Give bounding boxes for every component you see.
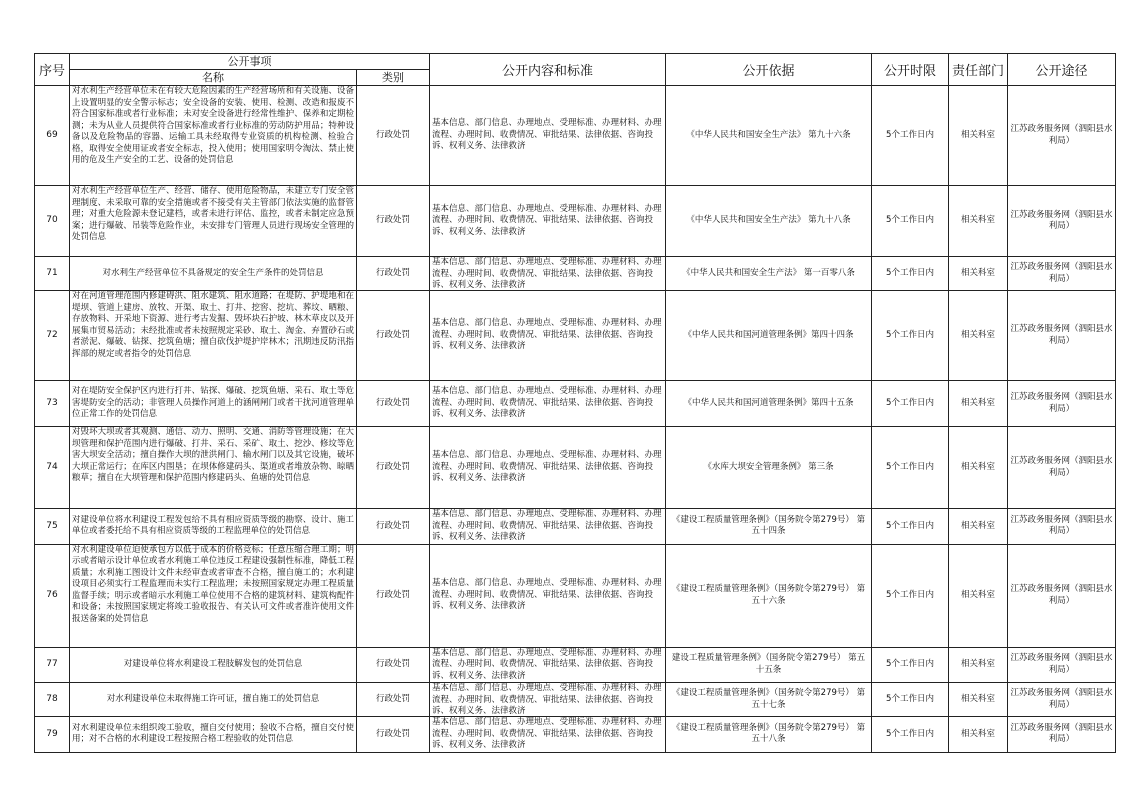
header-item: 公开事项 <box>70 54 430 70</box>
row-time: 5个工作日内 <box>872 544 949 647</box>
row-basis: 《建设工程质量管理条例》（国务院令第279号） 第五十八条 <box>666 717 872 753</box>
header-way: 公开途径 <box>1008 54 1116 86</box>
row-time: 5个工作日内 <box>872 717 949 753</box>
row-name-text: 对在堤防安全保护区内进行打井、钻探、爆破、挖筑鱼塘、采石、取土等危害堤防安全的活动；非管理人员操作河道上的涵闸闸门或者干扰河道管理单位正常工作的处罚信息 <box>72 386 354 420</box>
table-row <box>35 186 1116 257</box>
header-content: 公开内容和标准 <box>430 54 666 86</box>
row-name-text: 对水利生产经营单位未在有较大危险因素的生产经营场所和有关设施、设备上设置明显的安全警示标志；安全设备的安装、使用、检测、改造和报废不符合国家标准或者行业标准；未对安全设备进行经常性维护、保养和定期检测；未为从业人员提供符合国家标准或者行业标准的劳动防护用品；特种设备以及危险物品的容器、运输工具未经取得专业资质的机构检测、检验合格，取得安全使用证或者安全标志，投入使用；使用国家明令淘汰、禁止使用的危及生产安全的工艺、设备的处罚信息 <box>72 86 354 165</box>
row-dept: 相关科室 <box>949 86 1008 186</box>
row-name-text: 对水利建设单位迫使承包方以低于成本的价格竞标；任意压缩合理工期；明示或者暗示设计单位或者水利施工单位违反工程建设强制性标准，降低工程质量；水利施工图设计文件未经审查或者审查不合格，擅自施工的；水利建设项目必须实行工程监理而未实行工程监理；未按照国家规定办理工程质量监督手续；明示或者暗示水利施工单位使用不合格的建筑材料、建筑构配件和设备；未按照国家规定将竣工验收报告、有关认可文件或者准许使用文件报送备案的处罚信息 <box>72 544 354 624</box>
row-category: 行政处罚 <box>357 683 430 717</box>
row-name <box>70 717 357 753</box>
row-dept: 相关科室 <box>949 291 1008 381</box>
table-row <box>35 427 1116 509</box>
row-content: 基本信息、部门信息、办理地点、受理标准、办理材料、办理流程、办理时间、收费情况、审批结果、法律依据、咨询投诉、权利义务、法律救济 <box>430 544 666 647</box>
row-no: 78 <box>35 683 70 717</box>
row-category: 行政处罚 <box>357 509 430 545</box>
row-name-text: 对建设单位将水利建设工程发包给不具有相应资质等级的勘察、设计、施工单位或者委托给不具有相应资质等级的工程监理单位的处罚信息 <box>72 514 354 537</box>
row-time: 5个工作日内 <box>872 381 949 427</box>
table-row <box>35 509 1116 545</box>
row-basis: 《中华人民共和国河道管理条例》第四十四条 <box>666 291 872 381</box>
row-name-text: 对毁坏大坝或者其观测、通信、动力、照明、交通、消防等管理设施；在大坝管理和保护范围内进行爆破、打井、采石、采矿、取土、挖沙、修坟等危害大坝安全活动；擅自操作大坝的泄洪闸门、输水闸门以及其它设施，破坏大坝正常运行；在库区内围垦；在坝体修建码头、渠道或者堆放杂物、晾晒粮草；擅自在大坝管理和保护范围内修建码头、鱼塘的处罚信息 <box>72 427 354 483</box>
row-name <box>70 291 357 381</box>
row-time: 5个工作日内 <box>872 291 949 381</box>
row-dept: 相关科室 <box>949 683 1008 717</box>
table-row <box>35 647 1116 683</box>
row-name <box>70 381 357 427</box>
row-name-text: 对水利生产经营单位不具备规定的安全生产条件的处罚信息 <box>102 267 324 278</box>
row-category: 行政处罚 <box>357 86 430 186</box>
table-row <box>35 257 1116 291</box>
row-time: 5个工作日内 <box>872 683 949 717</box>
row-content: 基本信息、部门信息、办理地点、受理标准、办理材料、办理流程、办理时间、收费情况、审批结果、法律依据、咨询投诉、权利义务、法律救济 <box>430 186 666 257</box>
row-content-text: 基本信息、部门信息、办理地点、受理标准、办理材料、办理流程、办理时间、收费情况、审批结果、法律依据、咨询投诉、权利义务、法律救济 <box>432 683 662 716</box>
header-time: 公开时限 <box>872 54 949 86</box>
row-basis: 《建设工程质量管理条例》（国务院令第279号） 第五十六条 <box>666 544 872 647</box>
row-category: 行政处罚 <box>357 186 430 257</box>
row-way: 江苏政务服务网（泗阳县水利局） <box>1008 683 1116 717</box>
row-no: 71 <box>35 257 70 291</box>
row-name: 对建设单位将水利建设工程肢解发包的处罚信息 <box>70 647 357 683</box>
row-time: 5个工作日内 <box>872 509 949 545</box>
row-name <box>70 257 357 291</box>
row-no: 75 <box>35 509 70 545</box>
row-basis: 《中华人民共和国安全生产法》 第一百零八条 <box>666 257 872 291</box>
table-row <box>35 86 1116 186</box>
row-content <box>430 683 666 717</box>
row-basis: 《建设工程质量管理条例》（国务院令第279号） 第五十四条 <box>666 509 872 545</box>
row-time: 5个工作日内 <box>872 186 949 257</box>
row-category: 行政处罚 <box>357 544 430 647</box>
row-content-text: 基本信息、部门信息、办理地点、受理标准、办理材料、办理流程、办理时间、收费情况、审批结果、法律依据、咨询投诉、权利义务、法律救济 <box>432 647 662 681</box>
row-name <box>70 186 357 257</box>
row-basis: 《中华人民共和国安全生产法》 第九十八条 <box>666 186 872 257</box>
header-dept: 责任部门 <box>949 54 1008 86</box>
row-name <box>70 509 357 545</box>
header-category: 类别 <box>357 70 430 86</box>
row-name: 对水利建设单位未取得施工许可证，擅自施工的处罚信息 <box>70 683 357 717</box>
table-row <box>35 291 1116 381</box>
row-dept: 相关科室 <box>949 647 1008 683</box>
row-content-text: 基本信息、部门信息、办理地点、受理标准、办理材料、办理流程、办理时间、收费情况、审批结果、法律依据、咨询投诉、权利义务、法律救济 <box>432 257 662 290</box>
row-way: 江苏政务服务网（泗阳县水利局） <box>1008 186 1116 257</box>
row-no: 77 <box>35 647 70 683</box>
table-row <box>35 683 1116 717</box>
table-row <box>35 717 1116 753</box>
row-way: 江苏政务服务网（泗阳县水利局） <box>1008 86 1116 186</box>
row-basis: 建设工程质量管理条例》（国务院令第279号） 第五十五条 <box>666 647 872 683</box>
row-way: 江苏政务服务网（泗阳县水利局） <box>1008 717 1116 753</box>
row-content: 基本信息、部门信息、办理地点、受理标准、办理材料、办理流程、办理时间、收费情况、审批结果、法律依据、咨询投诉、权利义务、法律救济 <box>430 427 666 509</box>
row-time: 5个工作日内 <box>872 257 949 291</box>
table-row <box>35 381 1116 427</box>
row-way: 江苏政务服务网（泗阳县水利局） <box>1008 381 1116 427</box>
row-basis: 《建设工程质量管理条例》（国务院令第279号） 第五十七条 <box>666 683 872 717</box>
row-content-text: 基本信息、部门信息、办理地点、受理标准、办理材料、办理流程、办理时间、收费情况、审批结果、法律依据、咨询投诉、权利义务、法律救济 <box>432 717 662 750</box>
row-category: 行政处罚 <box>357 717 430 753</box>
row-name-text: 对在河道管理范围内修建碍洪、阻水建筑、阻水道路；在堤防、护堤地和在堤坝、管道上建房、放牧、开渠、取土、打井、挖窖、挖坑、葬坟、晒粮、存放物料、开采地下资源、进行考古发掘、毁坏块石护坡、林木草皮以及开展集市贸易活动；未经批准或者未按照规定采砂、取土、淘金、弃置砂石或者淤泥、爆破、钻探、挖筑鱼塘；擅自砍伐护堤护岸林木；汛期违反防汛指挥部的规定或者指令的处罚信息 <box>72 291 354 359</box>
row-content <box>430 717 666 753</box>
row-content: 基本信息、部门信息、办理地点、受理标准、办理材料、办理流程、办理时间、收费情况、审批结果、法律依据、咨询投诉、权利义务、法律救济 <box>430 291 666 381</box>
row-dept: 相关科室 <box>949 509 1008 545</box>
row-way: 江苏政务服务网（泗阳县水利局） <box>1008 291 1116 381</box>
row-category: 行政处罚 <box>357 381 430 427</box>
row-dept: 相关科室 <box>949 427 1008 509</box>
row-way: 江苏政务服务网（泗阳县水利局） <box>1008 509 1116 545</box>
row-content-text: 基本信息、部门信息、办理地点、受理标准、办理材料、办理流程、办理时间、收费情况、审批结果、法律依据、咨询投诉、权利义务、法律救济 <box>432 509 662 542</box>
row-basis: 《中华人民共和国河道管理条例》第四十五条 <box>666 381 872 427</box>
row-no: 70 <box>35 186 70 257</box>
row-time: 5个工作日内 <box>872 647 949 683</box>
table-row <box>35 544 1116 647</box>
disclosure-table <box>34 53 1116 753</box>
row-name <box>70 427 357 509</box>
row-dept: 相关科室 <box>949 717 1008 753</box>
row-no: 74 <box>35 427 70 509</box>
row-name-text: 对水利生产经营单位生产、经营、储存、使用危险物品，未建立专门安全管理制度、未采取可靠的安全措施或者不接受有关主管部门依法实施的监督管理；对重大危险源未登记建档，或者未进行评估、监控，或者未制定应急预案；进行爆破、吊装等危险作业，未安排专门管理人员进行现场安全管理的处罚信息 <box>72 186 354 242</box>
row-content <box>430 257 666 291</box>
row-no: 79 <box>35 717 70 753</box>
row-category: 行政处罚 <box>357 291 430 381</box>
row-time: 5个工作日内 <box>872 427 949 509</box>
row-basis: 《水库大坝安全管理条例》 第三条 <box>666 427 872 509</box>
row-basis: 《中华人民共和国安全生产法》 第九十六条 <box>666 86 872 186</box>
row-content <box>430 509 666 545</box>
row-time: 5个工作日内 <box>872 86 949 186</box>
row-category: 行政处罚 <box>357 257 430 291</box>
header-name: 名称 <box>70 70 357 86</box>
row-name <box>70 544 357 647</box>
row-way: 江苏政务服务网（泗阳县水利局） <box>1008 257 1116 291</box>
header-basis: 公开依据 <box>666 54 872 86</box>
row-name <box>70 86 357 186</box>
row-dept: 相关科室 <box>949 381 1008 427</box>
header-no: 序号 <box>35 54 70 86</box>
row-dept: 相关科室 <box>949 544 1008 647</box>
row-name-text: 对水利建设单位未组织竣工验收，擅自交付使用；验收不合格，擅自交付使用；对不合格的水利建设工程按照合格工程验收的处罚信息 <box>72 722 354 745</box>
row-way: 江苏政务服务网（泗阳县水利局） <box>1008 427 1116 509</box>
row-no: 69 <box>35 86 70 186</box>
row-no: 73 <box>35 381 70 427</box>
row-no: 76 <box>35 544 70 647</box>
row-content: 基本信息、部门信息、办理地点、受理标准、办理材料、办理流程、办理时间、收费情况、审批结果、法律依据、咨询投诉、权利义务、法律救济 <box>430 86 666 186</box>
row-content <box>430 647 666 683</box>
row-category: 行政处罚 <box>357 427 430 509</box>
row-category: 行政处罚 <box>357 647 430 683</box>
row-dept: 相关科室 <box>949 257 1008 291</box>
row-no: 72 <box>35 291 70 381</box>
row-dept: 相关科室 <box>949 186 1008 257</box>
row-way: 江苏政务服务网（泗阳县水利局） <box>1008 544 1116 647</box>
row-content: 基本信息、部门信息、办理地点、受理标准、办理材料、办理流程、办理时间、收费情况、审批结果、法律依据、咨询投诉、权利义务、法律救济 <box>430 381 666 427</box>
row-way: 江苏政务服务网（泗阳县水利局） <box>1008 647 1116 683</box>
